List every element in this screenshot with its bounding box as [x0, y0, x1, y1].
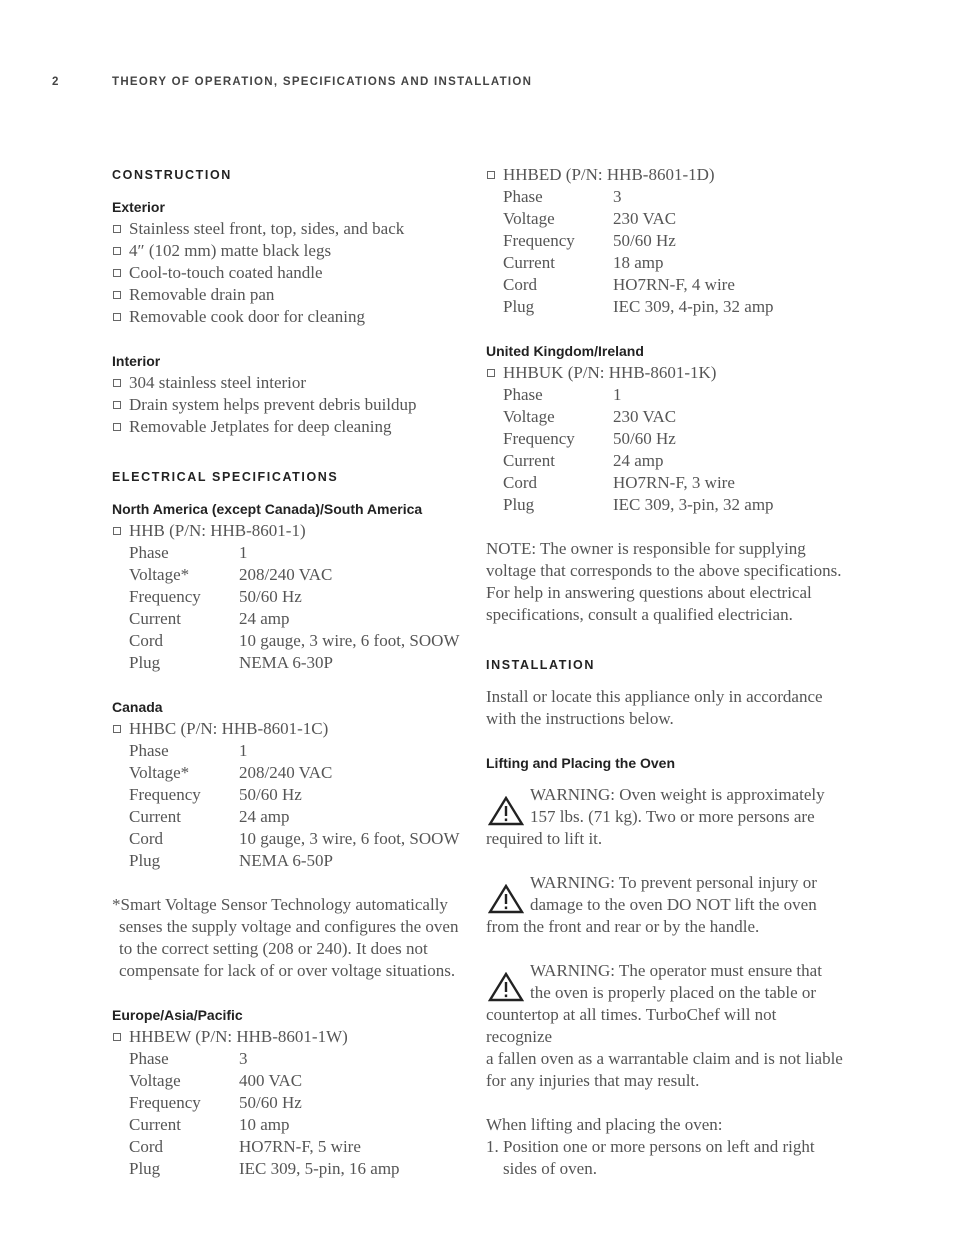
model-line: HHBUK (P/N: HHB-8601-1K): [486, 362, 846, 384]
spec-row: Plug IEC 309, 4-pin, 32 amp: [503, 297, 774, 316]
warning-icon: [488, 796, 524, 826]
spec-row: Phase 3: [129, 1049, 248, 1068]
construction-title: CONSTRUCTION: [112, 168, 232, 182]
spec-row: Voltage* 208/240 VAC: [129, 565, 333, 584]
spec-row: Plug IEC 309, 3-pin, 32 amp: [503, 495, 774, 514]
spec-table-uk: [486, 384, 846, 516]
spec-table-hhbew: [112, 1048, 462, 1180]
model-line: HHBEW (P/N: HHB-8601-1W): [112, 1026, 462, 1048]
spec-row: Cord HO7RN-F, 3 wire: [503, 473, 735, 492]
spec-row: Voltage 230 VAC: [503, 407, 677, 426]
numbered-step: 1. Position one or more persons on left and right sides of oven.: [486, 1137, 815, 1178]
list-item: Removable Jetplates for deep cleaning: [112, 416, 462, 438]
bullet-box-icon: [487, 171, 495, 179]
spec-row: Current 24 amp: [503, 451, 664, 470]
installation-intro: Install or locate this appliance only in accordance with the instructions below.: [486, 687, 823, 728]
page-number: 2: [52, 76, 60, 88]
spec-row: Current 24 amp: [129, 609, 290, 628]
list-item: 304 stainless steel interior: [112, 372, 462, 394]
bullet-box-icon: [113, 401, 121, 409]
spec-row: Current 24 amp: [129, 807, 290, 826]
right-column: [486, 164, 846, 1180]
north-america-heading: North America (except Canada)/South America: [112, 501, 423, 517]
spec-table-canada: [112, 740, 462, 872]
interior-heading: Interior: [112, 353, 161, 369]
spec-row: Phase 1: [129, 741, 248, 760]
spec-row: Plug NEMA 6-50P: [129, 851, 333, 870]
bullet-box-icon: [487, 369, 495, 377]
bullet-box-icon: [113, 379, 121, 387]
electrical-title: ELECTRICAL SPECIFICATIONS: [112, 470, 339, 484]
warning-block: WARNING: The operator must ensure that the oven is properly placed on the table or countertop at all times. TurboChef will not recognize a fallen oven as a warrantable claim and is not liable for any injuries that may result.: [486, 961, 843, 1090]
list-item: 4″ (102 mm) matte black legs: [112, 240, 462, 262]
lifting-instructions-intro: When lifting and placing the oven:: [486, 1115, 723, 1134]
spec-table-hhbed: [486, 186, 846, 318]
list-item: Cool-to-touch coated handle: [112, 262, 462, 284]
lifting-heading: Lifting and Placing the Oven: [486, 755, 676, 771]
spec-row: Frequency 50/60 Hz: [503, 429, 676, 448]
spec-row: Voltage 400 VAC: [129, 1071, 303, 1090]
spec-row: Cord 10 gauge, 3 wire, 6 foot, SOOW: [129, 829, 460, 848]
model-line: HHBED (P/N: HHB-8601-1D): [486, 164, 846, 186]
spec-table-north-america: [112, 542, 462, 674]
bullet-box-icon: [113, 269, 121, 277]
bullet-box-icon: [113, 423, 121, 431]
exterior-list: [112, 218, 462, 328]
warning-block: WARNING: Oven weight is approximately 157 lbs. (71 kg). Two or more persons are required to lift it.: [486, 785, 825, 848]
bullet-box-icon: [113, 527, 121, 535]
spec-row: Plug NEMA 6-30P: [129, 653, 333, 672]
voltage-footnote: *Smart Voltage Sensor Technology automatically senses the supply voltage and configures the oven to the correct setting (208 or 240). It does not compensate for lack of or over voltage situations.: [112, 895, 459, 980]
spec-row: Phase 1: [503, 385, 622, 404]
spec-row: Current 10 amp: [129, 1115, 290, 1134]
spec-row: Voltage* 208/240 VAC: [129, 763, 333, 782]
bullet-box-icon: [113, 225, 121, 233]
bullet-box-icon: [113, 725, 121, 733]
spec-row: Current 18 amp: [503, 253, 664, 272]
spec-row: Voltage 230 VAC: [503, 209, 677, 228]
spec-row: Frequency 50/60 Hz: [129, 587, 302, 606]
electrical-note: NOTE: The owner is responsible for supplying voltage that corresponds to the above specifications. For help in answering questions about electrical specifications, consult a qualified electrician.: [486, 539, 842, 624]
left-column: [112, 164, 462, 1180]
model-line: HHB (P/N: HHB-8601-1): [112, 520, 462, 542]
list-item: Removable drain pan: [112, 284, 462, 306]
bullet-box-icon: [113, 1033, 121, 1041]
bullet-box-icon: [113, 313, 121, 321]
spec-row: Phase 1: [129, 543, 248, 562]
list-item: Stainless steel front, top, sides, and back: [112, 218, 462, 240]
canada-heading: Canada: [112, 699, 163, 715]
interior-list: [112, 372, 462, 438]
spec-row: Frequency 50/60 Hz: [129, 1093, 302, 1112]
installation-title: INSTALLATION: [486, 658, 596, 672]
list-item: Drain system helps prevent debris buildup: [112, 394, 462, 416]
bullet-box-icon: [113, 291, 121, 299]
list-item: Removable cook door for cleaning: [112, 306, 462, 328]
warning-block: WARNING: To prevent personal injury or damage to the oven DO NOT lift the oven from the front and rear or by the handle.: [486, 873, 817, 936]
model-line: HHBC (P/N: HHB-8601-1C): [112, 718, 462, 740]
spec-row: Cord HO7RN-F, 5 wire: [129, 1137, 361, 1156]
warning-icon: [488, 972, 524, 1002]
spec-row: Phase 3: [503, 187, 622, 206]
exterior-heading: Exterior: [112, 199, 165, 215]
warning-icon: [488, 884, 524, 914]
spec-row: Plug IEC 309, 5-pin, 16 amp: [129, 1159, 400, 1178]
spec-row: Frequency 50/60 Hz: [503, 231, 676, 250]
spec-row: Cord 10 gauge, 3 wire, 6 foot, SOOW: [129, 631, 460, 650]
bullet-box-icon: [113, 247, 121, 255]
spec-row: Cord HO7RN-F, 4 wire: [503, 275, 735, 294]
europe-heading: Europe/Asia/Pacific: [112, 1007, 243, 1023]
uk-heading: United Kingdom/Ireland: [486, 343, 644, 359]
spec-row: Frequency 50/60 Hz: [129, 785, 302, 804]
running-title: THEORY OF OPERATION, SPECIFICATIONS AND INSTALLATION: [112, 76, 533, 88]
page-header: [52, 76, 533, 88]
